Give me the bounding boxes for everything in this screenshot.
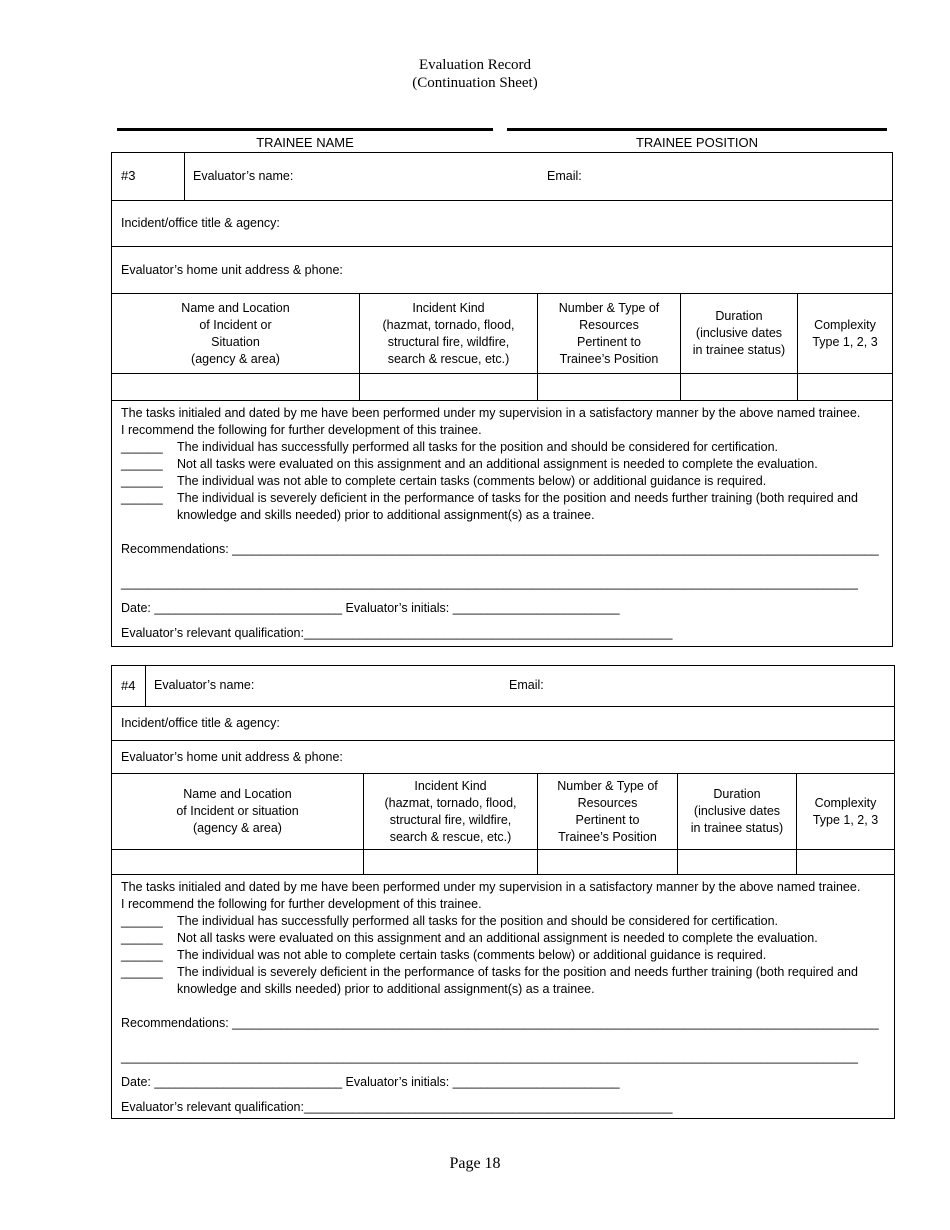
column-header-line: Name and Location xyxy=(181,300,290,315)
incident-table-header xyxy=(112,774,894,850)
option-additional-assignment: ______ Not all tasks were evaluated on this assignment and an additional assignment is needed to complete the evaluation. xyxy=(121,457,818,471)
option-blank[interactable]: ______ xyxy=(121,457,163,471)
trainee-position-label: TRAINEE POSITION xyxy=(635,135,759,150)
option-blank[interactable]: ______ xyxy=(121,931,163,945)
entry-duration[interactable] xyxy=(681,374,798,400)
col-complexity xyxy=(797,774,894,849)
column-header-line: (agency & area) xyxy=(193,821,282,835)
column-header-line: Incident Kind xyxy=(414,778,487,793)
recommendations-field[interactable]: Recommendations: _____________________________________________________________________________________________ xyxy=(121,542,879,556)
home-unit-row xyxy=(112,247,892,294)
option-guidance-required: ______ The individual was not able to complete certain tasks (comments below) or additional guidance is required. xyxy=(121,948,767,962)
home-unit-field[interactable]: Evaluator’s home unit address & phone: xyxy=(121,263,343,277)
entry-name-location[interactable] xyxy=(112,850,364,874)
evaluation-section-3 xyxy=(111,152,893,647)
recommendations-extra-line[interactable]: __________________________________________________________________________________________________________ xyxy=(121,1050,858,1064)
entry-complexity[interactable] xyxy=(798,374,892,400)
column-header-line: in trainee status) xyxy=(692,343,786,357)
col-resources xyxy=(538,294,681,373)
option-certification: ______ The individual has successfully performed all tasks for the position and should be considered for certification. xyxy=(121,440,779,454)
column-header-line: Duration xyxy=(715,309,763,323)
column-header-line: structural fire, wildfire, xyxy=(389,812,512,827)
column-header-line: (agency & area) xyxy=(191,351,280,366)
home-unit-row xyxy=(112,741,894,774)
column-header-line: in trainee status) xyxy=(690,821,784,835)
option-blank[interactable]: ______ xyxy=(121,491,163,505)
statement-line-2: I recommend the following for further development of this trainee. xyxy=(121,897,482,911)
option-certification: ______ The individual has successfully performed all tasks for the position and should be considered for certification. xyxy=(121,914,779,928)
col-resources xyxy=(538,774,678,849)
col-duration xyxy=(678,774,797,849)
email-field[interactable]: Email: xyxy=(547,169,582,183)
column-header-line: (hazmat, tornado, flood, xyxy=(384,795,517,810)
evaluator-row xyxy=(112,153,892,201)
option-severely-deficient: ______ The individual is severely deficient in the performance of tasks for the position and needs further training (both required and knowledge and skills needed) prior to additional assignment(s) as a trainee. xyxy=(121,491,858,522)
document-title: Evaluation Record xyxy=(418,57,532,73)
column-header-line: Trainee’s Position xyxy=(558,829,657,844)
option-blank[interactable]: ______ xyxy=(121,948,163,962)
qualification-field[interactable]: Evaluator’s relevant qualification:_____________________________________________________ xyxy=(121,626,673,640)
option-blank[interactable]: ______ xyxy=(121,965,163,979)
entry-duration[interactable] xyxy=(678,850,797,874)
column-header-line: Resources xyxy=(579,317,639,332)
recommendations-field[interactable]: Recommendations: _____________________________________________________________________________________________ xyxy=(121,1016,879,1030)
evaluation-section-4 xyxy=(111,665,895,1119)
trainee-position-field[interactable] xyxy=(507,128,887,155)
option-blank[interactable]: ______ xyxy=(121,474,163,488)
column-header-line: Resources xyxy=(577,795,638,810)
incident-title-field[interactable]: Incident/office title & agency: xyxy=(121,716,280,730)
section-number: #3 xyxy=(121,168,136,183)
column-header-line: Type 1, 2, 3 xyxy=(812,812,879,827)
option-severely-deficient: ______ The individual is severely deficient in the performance of tasks for the position and needs further training (both required and knowledge and skills needed) prior to additional assignment(s) as a trainee. xyxy=(121,965,858,996)
section-number: #4 xyxy=(121,678,136,693)
evaluator-name-field[interactable]: Evaluator’s name: xyxy=(193,169,294,183)
page-number: Page 18 xyxy=(449,1155,501,1172)
statement-line-1: The tasks initialed and dated by me have been performed under my supervision in a satisfactory manner by the above named trainee. xyxy=(121,406,861,420)
column-header-line: of Incident or xyxy=(199,317,272,332)
column-header-line: (inclusive dates xyxy=(693,804,781,818)
column-header-line: search & rescue, etc.) xyxy=(387,351,510,366)
col-duration xyxy=(681,294,798,373)
column-header-line: Number & Type of xyxy=(558,300,660,315)
trainee-name-label: TRAINEE NAME xyxy=(256,135,354,150)
option-blank[interactable]: ______ xyxy=(121,440,163,454)
entry-resources[interactable] xyxy=(538,374,681,400)
trainee-header xyxy=(117,128,887,152)
option-guidance-required: ______ The individual was not able to complete certain tasks (comments below) or additional guidance is required. xyxy=(121,474,767,488)
col-complexity xyxy=(798,294,892,373)
incident-table-header xyxy=(112,294,892,374)
recommendation-block xyxy=(112,401,892,646)
document-header xyxy=(0,56,950,92)
column-header-line: Situation xyxy=(211,334,260,349)
column-header-line: Trainee’s Position xyxy=(559,351,659,366)
date-initials-field[interactable]: Date: ___________________________ Evaluator’s initials: ________________________ xyxy=(121,601,620,615)
entry-complexity[interactable] xyxy=(797,850,894,874)
incident-title-field[interactable]: Incident/office title & agency: xyxy=(121,216,280,230)
statement-line-2: I recommend the following for further development of this trainee. xyxy=(121,423,482,437)
recommendation-block xyxy=(112,875,894,1118)
col-name-location xyxy=(112,294,360,373)
evaluator-row xyxy=(112,666,894,707)
home-unit-field[interactable]: Evaluator’s home unit address & phone: xyxy=(121,750,343,764)
entry-incident-kind[interactable] xyxy=(364,850,538,874)
column-header-line: Complexity xyxy=(814,317,876,332)
column-header-line: Duration xyxy=(713,787,761,801)
document-subtitle: (Continuation Sheet) xyxy=(412,75,538,91)
column-header-line: Incident Kind xyxy=(412,300,485,315)
column-header-line: search & rescue, etc.) xyxy=(389,829,512,844)
incident-title-row xyxy=(112,707,894,741)
column-header-line: structural fire, wildfire, xyxy=(387,334,510,349)
col-name-location xyxy=(112,774,364,849)
column-header-line: Complexity xyxy=(814,795,877,810)
email-field[interactable]: Email: xyxy=(509,678,544,692)
entry-incident-kind[interactable] xyxy=(360,374,538,400)
column-header-line: (hazmat, tornado, flood, xyxy=(382,317,515,332)
column-header-line: Type 1, 2, 3 xyxy=(812,334,878,349)
trainee-name-field[interactable] xyxy=(117,128,493,155)
evaluator-name-field[interactable]: Evaluator’s name: xyxy=(154,678,255,692)
incident-title-row xyxy=(112,201,892,247)
column-header-line: Pertinent to xyxy=(575,812,640,827)
column-header-line: (inclusive dates xyxy=(695,326,783,340)
column-header-line: of Incident or situation xyxy=(176,804,299,818)
statement-line-1: The tasks initialed and dated by me have been performed under my supervision in a satisfactory manner by the above named trainee. xyxy=(121,880,861,894)
column-header-line: Name and Location xyxy=(183,787,292,801)
option-additional-assignment: ______ Not all tasks were evaluated on this assignment and an additional assignment is needed to complete the evaluation. xyxy=(121,931,818,945)
option-blank[interactable]: ______ xyxy=(121,914,163,928)
column-header-line: Pertinent to xyxy=(577,334,641,349)
date-initials-field[interactable]: Date: ___________________________ Evaluator’s initials: ________________________ xyxy=(121,1075,620,1089)
column-header-line: Number & Type of xyxy=(557,778,658,793)
col-incident-kind xyxy=(364,774,538,849)
entry-name-location[interactable] xyxy=(112,374,360,400)
incident-table-entry-row xyxy=(112,850,894,875)
col-incident-kind xyxy=(360,294,538,373)
incident-table-entry-row xyxy=(112,374,892,401)
recommendations-extra-line[interactable]: __________________________________________________________________________________________________________ xyxy=(121,576,858,590)
entry-resources[interactable] xyxy=(538,850,678,874)
qualification-field[interactable]: Evaluator’s relevant qualification:_____________________________________________________ xyxy=(121,1100,673,1114)
